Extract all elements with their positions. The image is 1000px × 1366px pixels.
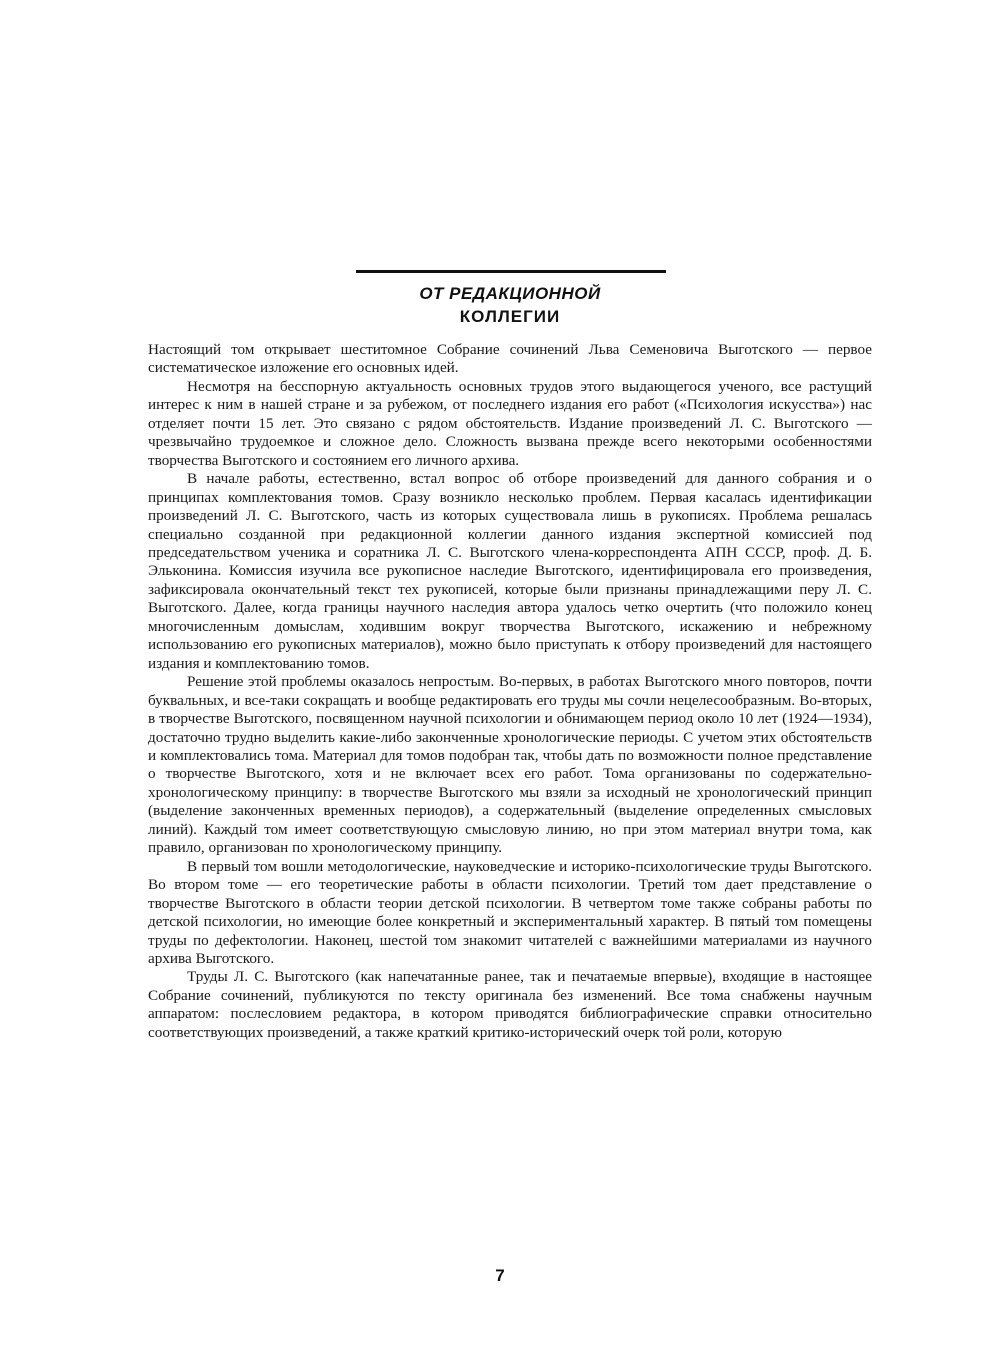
paragraph-1: Настоящий том открывает шеститомное Собрание сочинений Льва Семеновича Выготского — первое систематическое изложение его основных идей. xyxy=(148,341,872,377)
paragraph-4: Решение этой проблемы оказалось непростым. Во-первых, в работах Выготского много повторов, почти буквальных, и все-таки сокращать и вообще редактировать его труды мы сочли нецелесообразным. Во-вторых, в творчестве Выготского, посвященном научной психологии и обнимающем период около 10 лет (1924—1934), достаточно трудно выделить какие-либо законченные хронологические периоды. С учетом этих обстоятельств и комплектовались тома. Материал для томов подобран так, чтобы дать по возможности полное представление о творчестве Выготского, хотя и не включает всех его работ. Тома организованы по содержательно-хронологическому принципу: в творчестве Выготского мы взяли за исходный не хронологический принцип (выделение законченных временных периодов), а содержательный (выделение определенных смысловых линий). Каждый том имеет соответствующую смысловую линию, но при этом материал внутри тома, как правило, организован по хронологическому принципу. xyxy=(148,673,872,857)
section-heading xyxy=(300,282,720,328)
body-text xyxy=(148,341,872,1042)
page-number: 7 xyxy=(495,1266,505,1285)
heading-line-1: ОТ РЕДАКЦИОННОЙ xyxy=(419,284,601,303)
heading-line-2: КОЛЛЕГИИ xyxy=(459,307,561,326)
paragraph-5: В первый том вошли методологические, науковедческие и историко-психологические труды Выготского. Во втором томе — его теоретические работы в области психологии. Третий том дает представление о творчестве Выготского в области теории детской психологии. В четвертом томе также собраны работы по детской психологии, но имеющие более конкретный и экспериментальный характер. В пятый том помещены труды по дефектологии. Наконец, шестой том знакомит читателей с важнейшими материалами из научного архива Выготского. xyxy=(148,857,872,967)
paragraph-3: В начале работы, естественно, встал вопрос об отборе произведений для данного собрания и о принципах комплектования томов. Сразу возникло несколько проблем. Первая касалась идентификации произведений Л. С. Выготского, часть из которых существовала лишь в рукописях. Проблема решалась специально созданной при редакционной коллегии данного издания экспертной комиссией под председательством ученика и соратника Л. С. Выготского члена-корреспондента АПН СССР, проф. Д. Б. Эльконина. Комиссия изучила все рукописное наследие Выготского, идентифицировала его произведения, зафиксировала окончательный текст тех рукописей, которые были признаны принадлежащими перу Л. С. Выготского. Далее, когда границы научного наследия автора удалось четко очертить (что положило конец многочисленным домыслам, ходившим вокруг творчества Выготского, искажению и небрежному использованию его рукописных материалов), можно было приступать к отбору произведений для настоящего издания и комплектованию томов. xyxy=(148,470,872,672)
paragraph-2: Несмотря на бесспорную актуальность основных трудов этого выдающегося ученого, все растущий интерес к ним в нашей стране и за рубежом, от последнего издания его работ («Психология искусства») нас отделяет почти 15 лет. Это связано с рядом обстоятельств. Издание произведений Л. С. Выготского — чрезвычайно трудоемкое и сложное дело. Сложность вызвана прежде всего некоторыми особенностями творчества Выготского и состоянием его личного архива. xyxy=(148,377,872,469)
paragraph-6: Труды Л. С. Выготского (как напечатанные ранее, так и печатаемые впервые), входящие в настоящее Собрание сочинений, публикуются по тексту оригинала без изменений. Все тома снабжены научным аппаратом: послесловием редактора, в котором приводятся библиографические справки относительно соответствующих произведений, а также краткий критико-исторический очерк той роли, которую xyxy=(148,968,872,1041)
heading-rule xyxy=(356,270,666,273)
